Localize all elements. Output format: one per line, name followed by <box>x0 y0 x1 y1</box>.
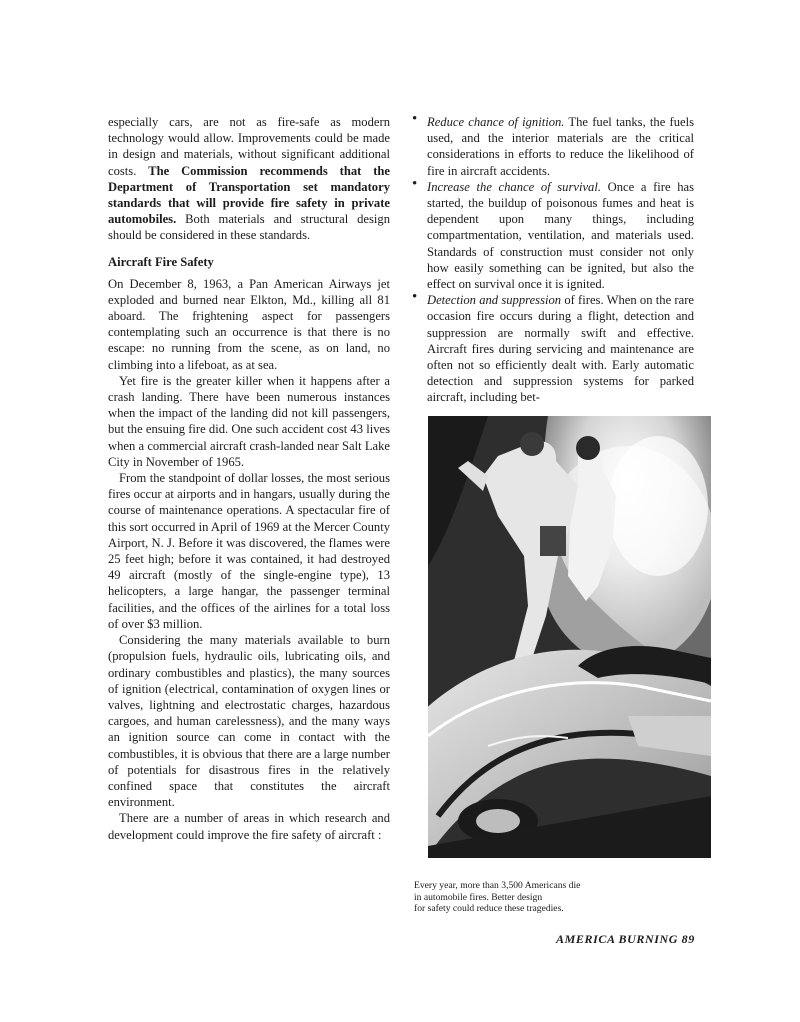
left-column <box>108 114 390 843</box>
paragraph-materials: Considering the many materials available to burn (propulsion fuels, hydraulic oils, lubricating oils, and ordinary combustibles and plastics), the many sources of ignition (electrical, contamination of oxygen lines or valves, lightning and electrostatic charges, hazardous cargoes, and human carelessness), and the many ways an ignition source can come in contact with the combustibles, it is obvious that there are a large number of potentials for disastrous fires in the relatively confined space that constitutes the aircraft environment. <box>108 633 390 810</box>
paragraph-pan-am: On December 8, 1963, a Pan American Airways jet exploded and burned near Elkton, Md., killing all 81 aboard. The frightening aspect for passengers contemplating such an occurrence is that there is no escape: no running from the scene, as on land, no climbing into a lifeboat, as at sea. <box>108 276 390 372</box>
bullet-text: The fuel tanks, the fuels used, and the interior materials are the critical considerations in efforts to reduce the likelihood of fire in aircraft accidents. <box>427 115 694 178</box>
paragraph-research-areas: There are a number of areas in which research and development could improve the fire safety of aircraft : <box>108 811 390 842</box>
bullet-dot-icon: • <box>412 111 418 127</box>
paragraph-crash-landing: Yet fire is the greater killer when it happens after a crash landing. There have been numerous instances when the impact of the landing did not kill passengers, but the ensuing fire did. One such accident cost 43 lives when a commercial aircraft crash-landed near Salt Lake City in November of 1965. <box>108 373 390 469</box>
paragraph-dollar-losses: From the standpoint of dollar losses, the most serious fires occur at airports and in hangars, usually during the course of maintenance operations. A spectacular fire of this sort occurred in April of 1969 at the Mercer County Airport, N. J. Before it was discovered, the flames were 25 feet high; before it was contained, it had destroyed 49 aircraft (mostly of the single-engine type), 13 helicopters, a large hangar, the passenger terminal facilities, and the offices of the airlines for a total loss of over $3 million. <box>108 471 390 631</box>
bullet-text: Once a fire has started, the buildup of poisonous fumes and heat is dependent upon many things, including compartmentation, ventilation, and materials used. Standards of construction must consider not only how easily something can be ignited, but also the effect on survival once it is ignited. <box>427 179 694 292</box>
bullet-ignition <box>410 111 694 179</box>
bullet-lead: Detection and suppression <box>427 293 562 308</box>
photo-caption <box>414 880 644 915</box>
page-footer: AMERICA BURNING 89 <box>556 932 695 946</box>
paragraph-auto-safety <box>108 114 390 244</box>
bullet-lead: Reduce chance of ignition. <box>427 115 565 129</box>
bullet-lead: Increase the chance of survival. <box>427 179 602 194</box>
bullet-survival <box>410 175 694 292</box>
photo-illustration <box>428 416 711 858</box>
caption-line: for safety could reduce these tragedies. <box>414 903 564 915</box>
right-column <box>410 111 694 406</box>
text-segment: especially cars, are not as fire-safe as modern technology would allow. Improvements could be made in design and materials, without significant additional costs. <box>108 115 390 178</box>
bullet-dot-icon: • <box>412 175 418 192</box>
bullet-text: of fires. When on the rare occasion fire occurs during a flight, detection and suppression are normally swift and effective. Aircraft fires during servicing and maintenance are often not so efficiently dealt with. Early automatic detection and suppression systems for parked aircraft, including bet- <box>427 293 694 405</box>
bullet-detection <box>410 289 694 405</box>
text-segment: Both materials and structural design should be considered in these standards. <box>108 212 390 243</box>
bullet-dot-icon: • <box>412 289 418 306</box>
caption-line: Every year, more than 3,500 Americans die <box>414 880 581 891</box>
recommendation-text: The Commission recommends that the Department of Transportation set mandatory standards that will provide fire safety in private automobiles. <box>108 163 390 227</box>
car-fire-photo <box>428 416 711 858</box>
caption-line: in automobile fires. Better design <box>414 891 543 903</box>
section-heading: Aircraft Fire Safety <box>108 254 214 269</box>
